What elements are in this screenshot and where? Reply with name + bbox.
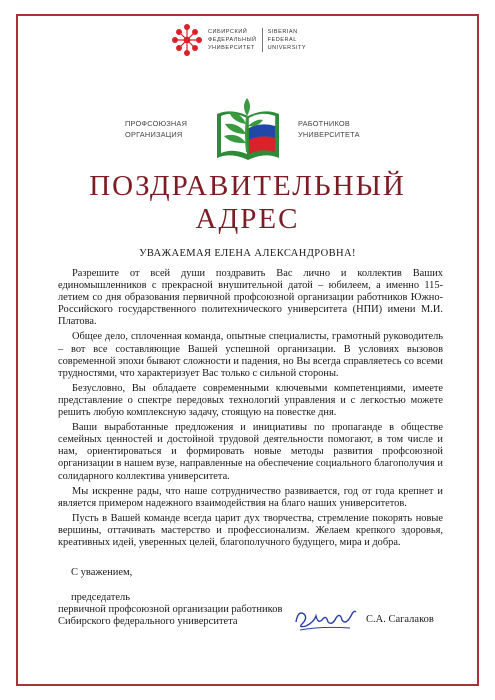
university-ru-line: УНИВЕРСИТЕТ bbox=[208, 45, 255, 51]
body-paragraph: Мы искренне рады, что наше сотрудничество развивается, год от года крепнет и является примером надежного взаимодействия на благо наших университетов. bbox=[58, 485, 443, 509]
position-line: председатель bbox=[71, 592, 131, 603]
body-paragraph: Пусть в Вашей команде всегда царит дух творчества, стремление покорять новые вершины, оттачивать мастерство и профессионализм. Желаем крепкого здоровья, креативных идей, уверенных целей, благополучного будущего, мира и добра. bbox=[58, 512, 443, 548]
union-caption-right bbox=[298, 118, 360, 140]
document-title-line2: АДРЕС bbox=[195, 203, 300, 235]
union-caption-line: ОРГАНИЗАЦИЯ bbox=[125, 130, 183, 139]
trade-union-header bbox=[0, 96, 495, 168]
university-name-en bbox=[263, 28, 307, 52]
university-en-line: UNIVERSITY bbox=[267, 45, 307, 51]
position-line: Сибирского федерального университета bbox=[58, 616, 238, 627]
trade-union-emblem-icon bbox=[211, 96, 285, 168]
body-paragraph: Безусловно, Вы обладаете современными ключевыми компетенциями, имеете представление о спектре передовых технологий управления и с легкостью можете решить любую комплексную задачу, стоящую на повестке дня. bbox=[58, 382, 443, 419]
signer-name: С.А. Сагалаков bbox=[366, 614, 434, 625]
handwritten-signature bbox=[292, 604, 360, 634]
body-paragraph: Разрешите от всей души поздравить Вас лично и коллектив Ваших единомышленников с прекрасной внушительной датой – юбилеем, а именно 115-летием со дня образования первичной профсоюзной организации работников Южно-Российского государственного политехнического университета (НПИ) имени М.И. Платова. bbox=[58, 268, 443, 328]
closing-regards: С уважением, bbox=[71, 567, 133, 578]
signatory-position bbox=[58, 592, 282, 628]
body-paragraph: Общее дело, сплоченная команда, опытные специалисты, грамотный руководитель – вот все составляющие Вашей успешной организации. В условиях вызовов современной эпохи бывают сложности и падения, но Вы всегда справляетесь со всеми трудностями, что характеризует Вас только с сильной стороны. bbox=[58, 331, 443, 379]
union-caption-line: УНИВЕРСИТЕТА bbox=[298, 130, 360, 139]
letter-body bbox=[58, 268, 443, 552]
union-caption-line: ПРОФСОЮЗНАЯ bbox=[125, 119, 188, 128]
university-ru-line: СИБИРСКИЙ bbox=[208, 29, 248, 35]
greeting: УВАЖАЕМАЯ ЕЛЕНА АЛЕКСАНДРОВНА! bbox=[139, 248, 356, 259]
body-paragraph: Ваши выработанные предложения и инициативы по пропаганде в обществе семейных ценностей и достойной трудовой деятельности помогают, в том числе и нам, ориентироваться и формировать новые методы развития профсоюзной организации в нашем вузе, направленные на обеспечение социального благополучия и солидарного коллектива университета. bbox=[58, 422, 443, 482]
university-ru-line: ФЕДЕРАЛЬНЫЙ bbox=[208, 37, 257, 43]
university-logo bbox=[170, 22, 306, 58]
union-caption-line: РАБОТНИКОВ bbox=[298, 119, 350, 128]
university-en-line: SIBERIAN bbox=[267, 29, 298, 35]
union-caption-left bbox=[125, 118, 187, 140]
position-line: первичной профсоюзной организации работников bbox=[58, 604, 283, 615]
university-name-ru bbox=[208, 28, 263, 52]
document-title-line1: ПОЗДРАВИТЕЛЬНЫЙ bbox=[89, 170, 406, 202]
university-emblem-icon bbox=[170, 23, 204, 57]
university-en-line: FEDERAL bbox=[267, 37, 297, 43]
